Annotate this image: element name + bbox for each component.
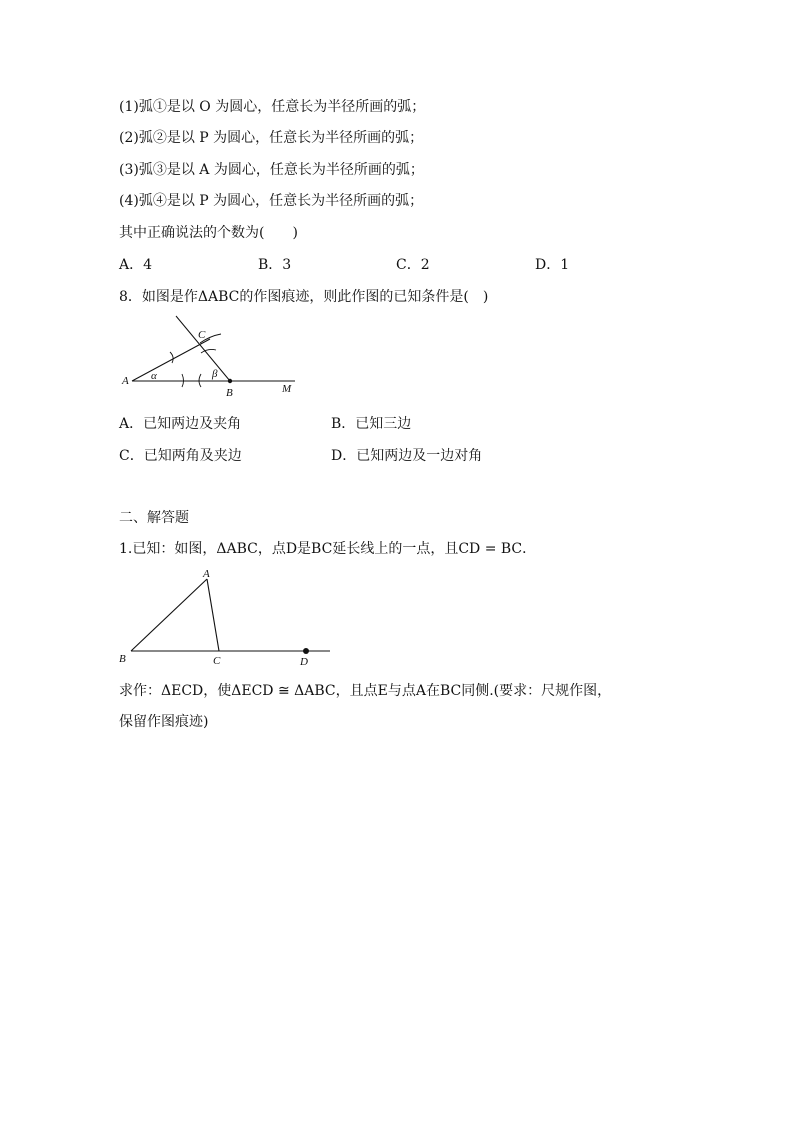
q8-option-c: C．已知两角及夹边 bbox=[119, 448, 242, 464]
segment-ac bbox=[132, 339, 210, 381]
label-b: B bbox=[119, 653, 126, 665]
line-bc bbox=[176, 316, 230, 381]
label-a: A bbox=[122, 375, 129, 387]
q7-statement-4: (4)弧④是以 P 为圆心，任意长为半径所画的弧； bbox=[119, 193, 424, 209]
problem1-task-line2: 保留作图痕迹) bbox=[119, 714, 209, 730]
q7-question: 其中正确说法的个数为( ) bbox=[119, 225, 298, 241]
q7-statement-3: (3)弧③是以 A 为圆心，任意长为半径所画的弧； bbox=[119, 162, 424, 178]
label-m: M bbox=[282, 383, 292, 395]
label-c: C bbox=[213, 655, 221, 667]
label-alpha: α bbox=[151, 370, 157, 382]
section2-heading: 二、解答题 bbox=[119, 510, 189, 526]
label-a: A bbox=[203, 568, 210, 580]
problem1-task-line1: 求作：ΔECD，使ΔECD ≅ ΔABC，且点E与点A在BC同侧.(要求：尺规作图， bbox=[119, 683, 612, 699]
q7-option-c: C．2 bbox=[396, 257, 430, 273]
q8-option-b: B．已知三边 bbox=[331, 416, 412, 432]
segment-ac bbox=[207, 579, 219, 651]
q8-option-a: A．已知两边及夹角 bbox=[119, 416, 242, 432]
label-b: B bbox=[226, 387, 233, 399]
point-b bbox=[228, 379, 232, 383]
q7-option-d: D．1 bbox=[535, 257, 570, 273]
q7-statement-2: (2)弧②是以 P 为圆心，任意长为半径所画的弧； bbox=[119, 130, 424, 146]
arc-alpha-transfer bbox=[170, 352, 173, 363]
label-c: C bbox=[198, 329, 206, 341]
q8-option-d: D．已知两边及一边对角 bbox=[331, 448, 483, 464]
q7-option-b: B．3 bbox=[258, 257, 292, 273]
problem1-figure bbox=[115, 564, 335, 670]
q7-option-a: A．4 bbox=[119, 257, 153, 273]
point-d bbox=[303, 648, 309, 654]
arc-beta-transfer bbox=[201, 349, 216, 353]
q8-figure bbox=[115, 312, 305, 400]
problem1-statement: 1.已知：如图，ΔABC，点D是BC延长线上的一点，且CD = BC． bbox=[119, 541, 537, 557]
q7-statement-1: (1)弧①是以 O 为圆心，任意长为半径所画的弧； bbox=[119, 99, 426, 115]
q8-question: 8．如图是作ΔABC的作图痕迹，则此作图的已知条件是( ) bbox=[119, 289, 489, 305]
label-d: D bbox=[300, 656, 308, 668]
label-beta: β bbox=[212, 368, 218, 380]
segment-ab bbox=[131, 579, 207, 651]
